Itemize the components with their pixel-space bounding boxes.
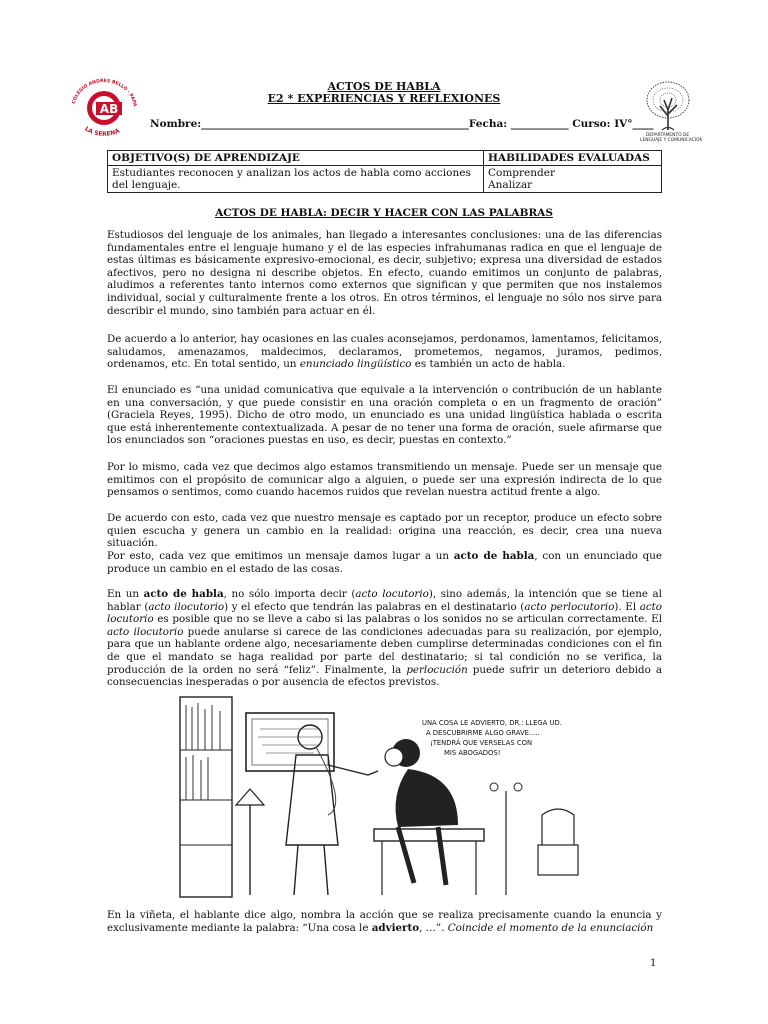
p7-segment: ). El bbox=[614, 600, 640, 613]
speech-line-2: A DESCUBRIRME ALGO GRAVE..... bbox=[426, 729, 540, 737]
speech-line-1: UNA COSA LE ADVIERTO, DR.: LLEGA UD. bbox=[422, 719, 562, 727]
paragraph-8 bbox=[107, 909, 662, 934]
tree-icon bbox=[632, 78, 702, 152]
p7-italic: acto perlocutorio bbox=[524, 600, 615, 613]
objectives-table bbox=[107, 150, 662, 193]
seal-bottom-text: LA SERENA bbox=[83, 125, 121, 138]
skill-item: Analizar bbox=[488, 179, 533, 191]
paragraph-4: Por lo mismo, cada vez que decimos algo estamos transmitiendo un mensaje. Puede ser un mensaje que emitimos con el propósito de comunicar algo a alguien, o puede ser una expresión indirecta de lo que pensamos o sentimos, como cuando hacemos ruidos que revelan nuestra actitud frente a algo. bbox=[107, 461, 662, 499]
p7-italic: acto locutorio bbox=[107, 600, 662, 626]
p7-segment: es posible que no se lleve a cabo si las palabras o los sonidos no se articulan correctamente. El bbox=[153, 613, 662, 626]
speech-line-3: ¡TENDRÁ QUE VERSELAS CON bbox=[430, 739, 533, 747]
paragraph-2-emphasis: enunciado lingüístico bbox=[299, 358, 412, 371]
skills-header: HABILIDADES EVALUADAS bbox=[484, 151, 662, 166]
paragraph-1: Estudiosos del lenguaje de los animales, han llegado a interesantes conclusiones: una de las diferencias fundamentales entre el lenguaje humano y el de las especies infrahumanas radica en que el lenguaje de estas últimas es básicamente expresivo-emocional, es decir, subjetivo; expresa una diversidad de estados afectivos, pero no designa ni describe objetos. En efecto, cuando emitimos un conjunto de palabras, aludimos a referentes tanto internos como externos que significan y que permiten que nos instalemos individual, social y culturalmente frente a los otros. En otros términos, el lenguaje no sólo nos sirve para describir el mundo, sino también para actuar en él. bbox=[107, 229, 662, 317]
skills-cell bbox=[484, 166, 662, 193]
p7-italic: acto ilocutorio bbox=[148, 600, 225, 613]
paragraph-6-text-end: , con un enunciado que produce un cambio en el estado de las cosas. bbox=[107, 550, 662, 575]
paragraph-8-text: En la viñeta, el hablante dice algo, nombra la acción que se realiza precisamente cuando la enuncia y exclusivamente mediante la palabra: “Una cosa le bbox=[107, 909, 662, 934]
p7-segment: , no sólo importa decir ( bbox=[223, 588, 356, 600]
paragraph-7 bbox=[107, 588, 662, 689]
paragraph-3: El enunciado es “una unidad comunicativa que equivale a la intervención o contribución de un hablante en una conversación, y que puede consistir en una oración completa o en un fragmento de oración” (Graciela Reyes, 1995). Dicho de otro modo, un enunciado es una unidad lingüística hablada o escrita que está inherentemente contextualizada. A pesar de no tener una forma de oración, suele afirmarse que los enunciados son “oraciones puestas en uso, es decir, puestas en contexto.” bbox=[107, 384, 662, 447]
paragraph-5: De acuerdo con esto, cada vez que nuestro mensaje es captado por un receptor, produce un efecto sobre quien escucha y genera un cambio en la realidad: origina una reacción, es decir, crea una nueva situación. bbox=[107, 512, 662, 550]
seal-top-text: COLEGIO ANDRES BELLO - PAPA bbox=[71, 78, 137, 108]
page-number: 1 bbox=[650, 958, 657, 969]
paragraph-2-text-end: es también un acto de habla. bbox=[411, 358, 566, 371]
p7-italic: acto ilocutorio bbox=[107, 625, 184, 638]
paragraph-8-text-mid: , …”. bbox=[419, 921, 448, 934]
document-subtitle: E2 * EXPERIENCIAS Y REFLEXIONES bbox=[267, 92, 501, 105]
paragraph-8-italic: Coincide el momento de la enunciación bbox=[447, 921, 654, 934]
cartoon-illustration bbox=[178, 695, 588, 900]
paragraph-6-bold: acto de habla bbox=[453, 550, 535, 562]
paragraph-8-bold: advierto bbox=[371, 921, 420, 934]
paragraph-2-text: De acuerdo a lo anterior, hay ocasiones en las cuales aconsejamos, perdonamos, lamentamos, felicitamos, saludamos, amenazamos, maldecimos, declaramos, prometemos, negamos, juramos, pedimos, ordenamos, etc. En total sentido, un bbox=[107, 333, 662, 371]
objectives-header: OBJETIVO(S) DE APRENDIZAJE bbox=[108, 151, 484, 166]
p7-italic: acto locutorio bbox=[355, 588, 429, 600]
paragraph-6 bbox=[107, 550, 662, 575]
p7-segment: ) y el efecto que tendrán las palabras en el destinatario ( bbox=[224, 600, 525, 613]
objectives-cell: Estudiantes reconocen y analizan los actos de habla como acciones del lenguaje. bbox=[108, 166, 484, 193]
paragraph-6-text: Por esto, cada vez que emitimos un mensaje damos lugar a un bbox=[107, 550, 454, 562]
p7-segment: puede anularse si carece de las condiciones adecuadas para su realización, por ejemplo, para que un hablante ordene algo, necesariamente deben cumplirse determinadas condiciones con el fin de que el mandato se haga realidad por parte del destinatario; si tal condición no se verifica, la producción de la orden no será “feliz”. Finalmente, la bbox=[107, 625, 662, 676]
section-title: ACTOS DE HABLA: DECIR Y HACER CON LAS PALABRAS bbox=[215, 207, 553, 219]
skill-item: Comprender bbox=[488, 167, 555, 179]
speech-line-4: MIS ABOGADOS! bbox=[444, 749, 501, 757]
school-seal-icon bbox=[66, 76, 142, 138]
paragraph-2 bbox=[107, 333, 662, 371]
p7-segment: En un bbox=[107, 588, 144, 600]
seal-center-text: AB bbox=[99, 102, 119, 116]
p7-bold: acto de habla bbox=[143, 588, 224, 600]
department-caption: DEPARTAMENTO DE LENGUAJE Y COMUNICACIÓN bbox=[640, 133, 702, 143]
p7-italic: perlocución bbox=[406, 663, 468, 676]
p7-segment: ), sino además, la intención que se tiene al hablar ( bbox=[107, 588, 662, 613]
p7-segment: puede sufrir un deterioro debido a consecuencias inesperadas o por ausencia de efectos previstos. bbox=[107, 663, 662, 689]
student-info-fields[interactable]: Nombre:___________________________________________________Fecha: ___________ Curso: IV°____ bbox=[150, 118, 654, 130]
document-title: ACTOS DE HABLA bbox=[327, 80, 441, 93]
